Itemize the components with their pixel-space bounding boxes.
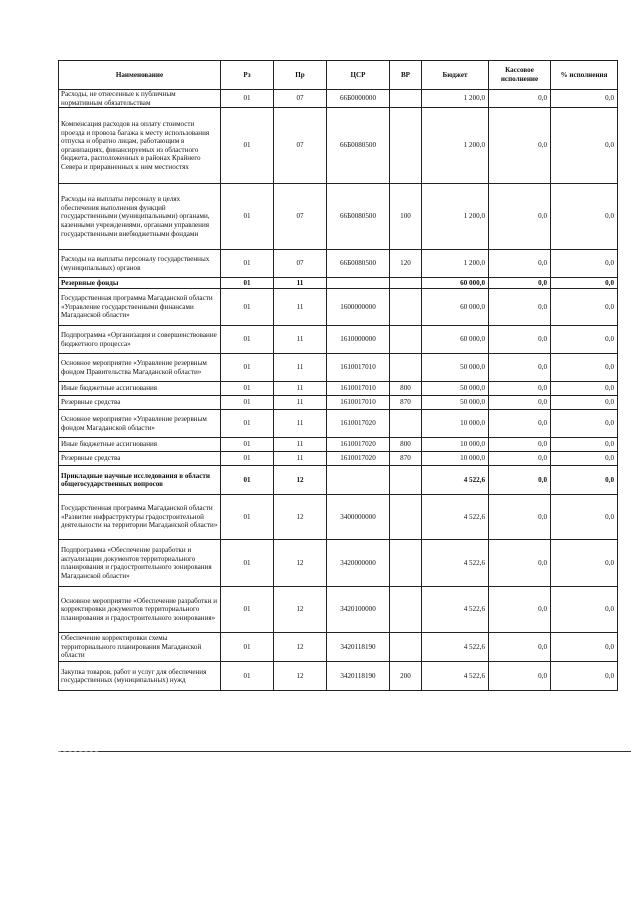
cell-pr: 12: [274, 540, 327, 587]
cell-csr: 1600000000: [327, 289, 390, 326]
cell-execution-percent: 0,0: [551, 540, 618, 587]
cell-rz: 01: [221, 278, 274, 289]
cell-rz: 01: [221, 410, 274, 438]
table-row: [59, 410, 618, 438]
table-row: [59, 396, 618, 410]
header-name: Наименование: [59, 61, 221, 90]
cell-pr: 12: [274, 662, 327, 691]
table-row: [59, 495, 618, 540]
cell-name: Расходы, не отнесенные к публичным нормативным обязательствам: [59, 90, 221, 108]
cell-name: Резервные средства: [59, 396, 221, 410]
cell-rz: 01: [221, 289, 274, 326]
cell-csr: 66Б0080500: [327, 108, 390, 184]
cell-rz: 01: [221, 633, 274, 662]
cell-execution-percent: 0,0: [551, 633, 618, 662]
table-row: [59, 540, 618, 587]
cell-vr: [390, 90, 422, 108]
cell-vr: 800: [390, 438, 422, 452]
cell-execution-percent: 0,0: [551, 90, 618, 108]
cell-cash-execution: 0,0: [489, 278, 551, 289]
cell-budget: 1 200,0: [422, 184, 489, 250]
header-cash-execution: Кассовое исполнение: [489, 61, 551, 90]
table-row: [59, 466, 618, 495]
table-row: [59, 354, 618, 382]
cell-execution-percent: 0,0: [551, 326, 618, 354]
budget-execution-table: [58, 60, 618, 691]
cell-name: Обеспечение корректировки схемы территориального планирования Магаданской области: [59, 633, 221, 662]
cell-cash-execution: 0,0: [489, 633, 551, 662]
table-row: [59, 184, 618, 250]
cell-vr: [390, 289, 422, 326]
cell-name: Иные бюджетные ассигнования: [59, 382, 221, 396]
cell-name: Подпрограмма «Обеспечение разработки и актуализации документов территориального планирования и градостроительного зонирования Магаданской области»: [59, 540, 221, 587]
cell-name: Иные бюджетные ассигнования: [59, 438, 221, 452]
cell-csr: 1610017020: [327, 410, 390, 438]
table-row: [59, 326, 618, 354]
cell-execution-percent: 0,0: [551, 587, 618, 633]
cell-vr: [390, 354, 422, 382]
cell-name: Государственная программа Магаданской области «Развитие инфраструктуры градостроительной деятельности на территории Магаданской области»: [59, 495, 221, 540]
cell-budget: 50 000,0: [422, 354, 489, 382]
cell-budget: 4 522,6: [422, 466, 489, 495]
cell-csr: 1610000000: [327, 326, 390, 354]
cell-rz: 01: [221, 184, 274, 250]
cell-vr: 870: [390, 396, 422, 410]
cell-rz: 01: [221, 452, 274, 466]
table-body: [59, 90, 618, 691]
cell-pr: 11: [274, 354, 327, 382]
header-execution-percent: % исполнения: [551, 61, 618, 90]
cell-rz: 01: [221, 250, 274, 278]
page-bottom-rule: [58, 751, 631, 752]
cell-cash-execution: 0,0: [489, 587, 551, 633]
cell-csr: 3420118190: [327, 662, 390, 691]
table-header-row: [59, 61, 618, 90]
cell-cash-execution: 0,0: [489, 289, 551, 326]
cell-execution-percent: 0,0: [551, 184, 618, 250]
cell-rz: 01: [221, 108, 274, 184]
cell-rz: 01: [221, 90, 274, 108]
cell-vr: [390, 108, 422, 184]
cell-pr: 11: [274, 289, 327, 326]
cell-vr: 120: [390, 250, 422, 278]
cell-rz: 01: [221, 495, 274, 540]
cell-cash-execution: 0,0: [489, 108, 551, 184]
cell-name: Закупка товаров, работ и услуг для обеспечения государственных (муниципальных) нужд: [59, 662, 221, 691]
cell-name: Расходы на выплаты персоналу в целях обеспечения выполнения функций государственными (муниципальными) органами, казенными учреждениями, органами управления государственными внебюджетными фондами: [59, 184, 221, 250]
cell-name: Компенсация расходов на оплату стоимости проезда и провоза багажа к месту использования отпуска и обратно лицам, работающим в организациях, финансируемых из областного бюджета, расположенных в районах Крайнего Севера и приравненных к ним местностях: [59, 108, 221, 184]
cell-pr: 11: [274, 410, 327, 438]
cell-csr: 66Б0080500: [327, 250, 390, 278]
header-pr: Пр: [274, 61, 327, 90]
cell-cash-execution: 0,0: [489, 662, 551, 691]
cell-pr: 12: [274, 466, 327, 495]
table-row: [59, 90, 618, 108]
cell-csr: 1610017020: [327, 438, 390, 452]
table-row: [59, 278, 618, 289]
cell-rz: 01: [221, 396, 274, 410]
cell-cash-execution: 0,0: [489, 326, 551, 354]
cell-csr: 3400000000: [327, 495, 390, 540]
cell-csr: 3420118190: [327, 633, 390, 662]
cell-budget: 50 000,0: [422, 396, 489, 410]
cell-name: Прикладные научные исследования в области общегосударственных вопросов: [59, 466, 221, 495]
cell-budget: 1 200,0: [422, 108, 489, 184]
table-row: [59, 250, 618, 278]
cell-budget: 4 522,6: [422, 540, 489, 587]
cell-budget: 50 000,0: [422, 382, 489, 396]
cell-vr: 100: [390, 184, 422, 250]
cell-pr: 11: [274, 278, 327, 289]
cell-cash-execution: 0,0: [489, 452, 551, 466]
cell-cash-execution: 0,0: [489, 90, 551, 108]
cell-csr: [327, 278, 390, 289]
table-row: [59, 633, 618, 662]
cell-csr: 66Б0000000: [327, 90, 390, 108]
cell-vr: [390, 633, 422, 662]
cell-name: Основное мероприятие «Управление резервным фондом Магаданской области»: [59, 410, 221, 438]
table-row: [59, 289, 618, 326]
cell-execution-percent: 0,0: [551, 354, 618, 382]
cell-cash-execution: 0,0: [489, 184, 551, 250]
cell-rz: 01: [221, 438, 274, 452]
cell-pr: 12: [274, 633, 327, 662]
cell-csr: 1610017010: [327, 396, 390, 410]
cell-budget: 4 522,6: [422, 662, 489, 691]
cell-pr: 07: [274, 90, 327, 108]
cell-rz: 01: [221, 382, 274, 396]
cell-pr: 07: [274, 184, 327, 250]
cell-name: Резервные средства: [59, 452, 221, 466]
cell-execution-percent: 0,0: [551, 396, 618, 410]
table-row: [59, 438, 618, 452]
cell-budget: 4 522,6: [422, 633, 489, 662]
cell-name: Подпрограмма «Организация и совершенствование бюджетного процесса»: [59, 326, 221, 354]
cell-rz: 01: [221, 662, 274, 691]
cell-pr: 12: [274, 587, 327, 633]
cell-rz: 01: [221, 466, 274, 495]
cell-budget: 1 200,0: [422, 90, 489, 108]
cell-name: Государственная программа Магаданской области «Управление государственными финансами Магаданской области»: [59, 289, 221, 326]
cell-execution-percent: 0,0: [551, 278, 618, 289]
table-row: [59, 662, 618, 691]
table-row: [59, 108, 618, 184]
cell-name: Основное мероприятие «Управление резервным фондом Правительства Магаданской области»: [59, 354, 221, 382]
cell-name: Расходы на выплаты персоналу государственных (муниципальных) органов: [59, 250, 221, 278]
cell-execution-percent: 0,0: [551, 410, 618, 438]
cell-cash-execution: 0,0: [489, 250, 551, 278]
cell-budget: 60 000,0: [422, 278, 489, 289]
cell-rz: 01: [221, 326, 274, 354]
cell-budget: 4 522,6: [422, 587, 489, 633]
cell-budget: 4 522,6: [422, 495, 489, 540]
page-bottom-rule-dash: [58, 751, 98, 752]
cell-pr: 11: [274, 438, 327, 452]
cell-execution-percent: 0,0: [551, 438, 618, 452]
cell-rz: 01: [221, 540, 274, 587]
table-row: [59, 452, 618, 466]
cell-execution-percent: 0,0: [551, 452, 618, 466]
cell-cash-execution: 0,0: [489, 495, 551, 540]
cell-vr: 870: [390, 452, 422, 466]
cell-pr: 07: [274, 250, 327, 278]
header-budget: Бюджет: [422, 61, 489, 90]
cell-csr: 1610017010: [327, 382, 390, 396]
cell-vr: 200: [390, 662, 422, 691]
header-rz: Рз: [221, 61, 274, 90]
cell-pr: 11: [274, 326, 327, 354]
cell-execution-percent: 0,0: [551, 466, 618, 495]
cell-vr: [390, 278, 422, 289]
cell-execution-percent: 0,0: [551, 382, 618, 396]
cell-cash-execution: 0,0: [489, 466, 551, 495]
cell-csr: 1610017010: [327, 354, 390, 382]
cell-name: Основное мероприятие «Обеспечение разработки и корректировки документов территориального планирования и градостроительного зонирования»: [59, 587, 221, 633]
cell-pr: 11: [274, 396, 327, 410]
cell-budget: 10 000,0: [422, 438, 489, 452]
cell-budget: 1 200,0: [422, 250, 489, 278]
cell-budget: 10 000,0: [422, 410, 489, 438]
cell-csr: 66Б0080500: [327, 184, 390, 250]
cell-pr: 11: [274, 382, 327, 396]
cell-csr: [327, 466, 390, 495]
cell-pr: 07: [274, 108, 327, 184]
cell-rz: 01: [221, 354, 274, 382]
cell-vr: [390, 466, 422, 495]
header-vr: ВР: [390, 61, 422, 90]
cell-vr: [390, 495, 422, 540]
cell-cash-execution: 0,0: [489, 382, 551, 396]
cell-name: Резервные фонды: [59, 278, 221, 289]
cell-csr: 1610017020: [327, 452, 390, 466]
cell-budget: 60 000,0: [422, 289, 489, 326]
cell-rz: 01: [221, 587, 274, 633]
cell-csr: 3420000000: [327, 540, 390, 587]
cell-budget: 10 000,0: [422, 452, 489, 466]
cell-csr: 3420100000: [327, 587, 390, 633]
cell-pr: 11: [274, 452, 327, 466]
cell-execution-percent: 0,0: [551, 662, 618, 691]
cell-execution-percent: 0,0: [551, 250, 618, 278]
table-row: [59, 587, 618, 633]
cell-cash-execution: 0,0: [489, 354, 551, 382]
header-csr: ЦСР: [327, 61, 390, 90]
table-row: [59, 382, 618, 396]
cell-vr: [390, 540, 422, 587]
cell-cash-execution: 0,0: [489, 410, 551, 438]
cell-budget: 60 000,0: [422, 326, 489, 354]
cell-cash-execution: 0,0: [489, 438, 551, 452]
cell-cash-execution: 0,0: [489, 540, 551, 587]
cell-pr: 12: [274, 495, 327, 540]
cell-vr: [390, 326, 422, 354]
cell-vr: 800: [390, 382, 422, 396]
cell-execution-percent: 0,0: [551, 495, 618, 540]
cell-cash-execution: 0,0: [489, 396, 551, 410]
cell-execution-percent: 0,0: [551, 289, 618, 326]
cell-vr: [390, 587, 422, 633]
cell-execution-percent: 0,0: [551, 108, 618, 184]
cell-vr: [390, 410, 422, 438]
